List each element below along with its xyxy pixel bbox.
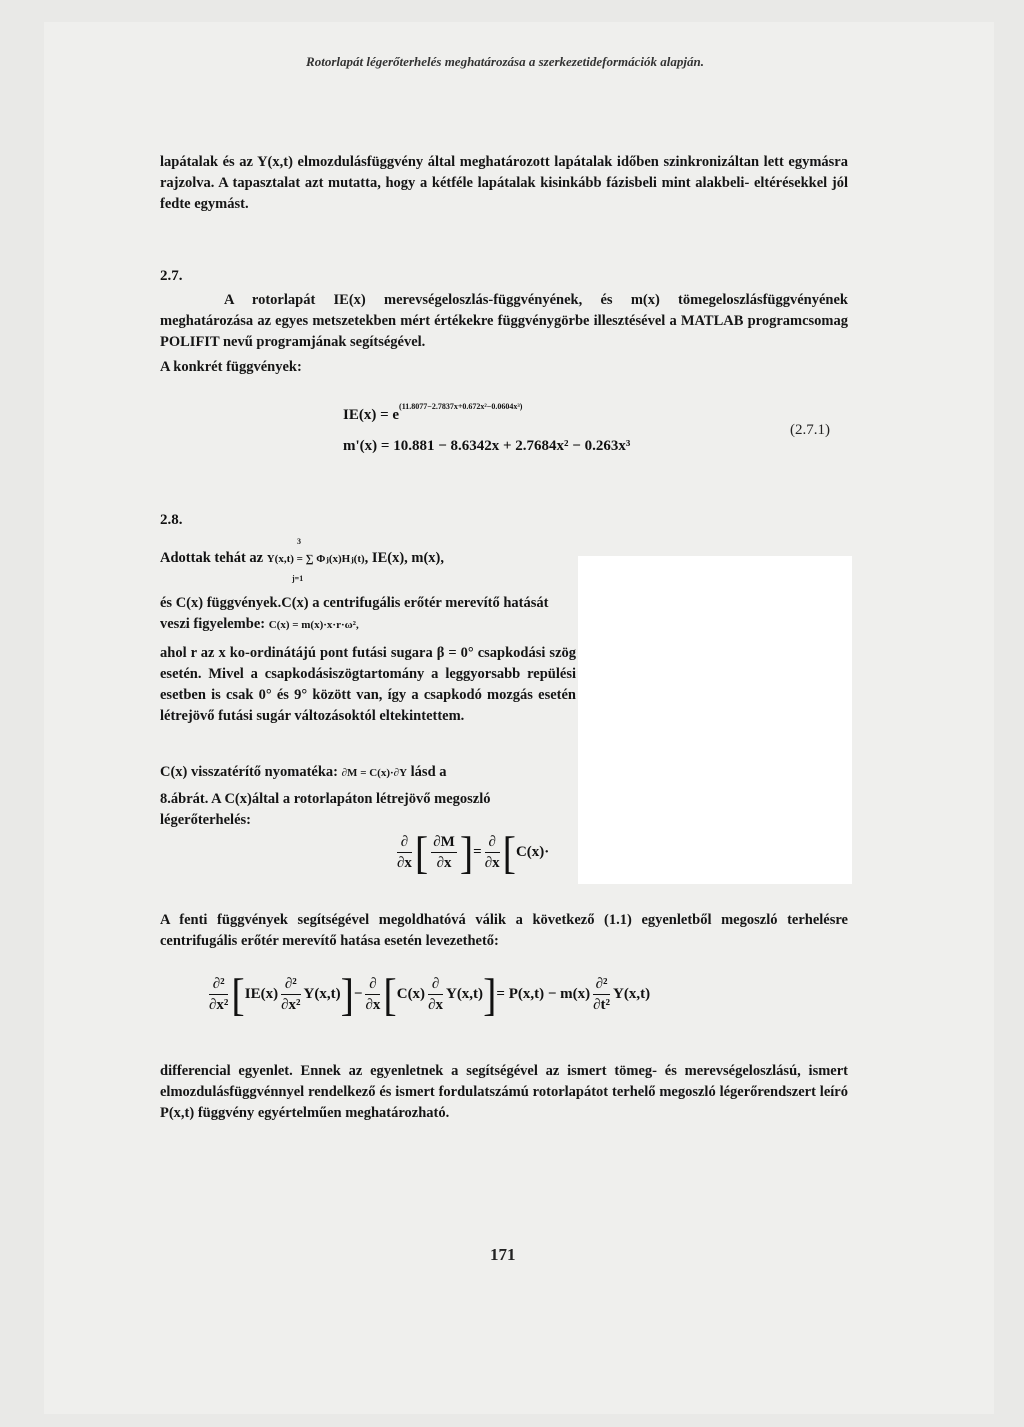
- line4-text: C(x) visszatérítő nyomatéka:: [160, 764, 338, 780]
- line1-start: Adottak tehát az: [160, 550, 264, 566]
- equation-ie: [343, 402, 522, 424]
- page-number: 171: [490, 1245, 516, 1264]
- closing-paragraph: differencial egyenlet. Ennek az egyenletnek a segítségével az ismert tömeg- és merevségeloszlású, ismert elmozdulásfüggvénnyel rendelkező és ismert fordulatszámú rotorlapátot terhelő megoszló légerőrendszert leíró P(x,t) függvény egyértelműen meghatározható.: [160, 1063, 848, 1121]
- sum-lower-limit: j=1: [292, 574, 304, 583]
- blank-region: [578, 556, 852, 884]
- section-2-8-line1: [160, 550, 444, 567]
- load-eq-fraction-3: $\frac{\partial}{\partial x}$: [484, 834, 500, 871]
- section-2-8-line4: [160, 762, 576, 784]
- intro-paragraph: lapátalak és az Y(x,t) elmozdulásfüggvény által meghatározott lapátalak időben szinkronizáltan lett egymásra rajzolva. A tapasztalat azt mutatta, hogy a kétféle lapátalak kisinkább fázisbeli mint alakbeli- eltérésekkel jól fedte egymást.: [160, 154, 848, 212]
- section-2-8-line2: [160, 593, 576, 636]
- section-2-8-number: 2.8.: [160, 512, 183, 528]
- section-2-8-line5: 8.ábrát. A C(x)által a rotorlapáton létrejövő megoszló légerőterhelés:: [160, 791, 491, 828]
- section-2-8-line3: ahol r az x ko-ordinátájú pont futási sugara β = 0° csapkodási szög esetén. Mivel a csapkodásiszögtartomány a leggyorsabb repülési esetben is csak 0° és 9° között van, így a csapkodó mozgás esetén létrejövő futási sugár változásoktól eltekintettem.: [160, 645, 576, 724]
- load-eq-fraction-1: $\frac{\partial}{\partial x}$: [397, 834, 412, 871]
- equation-mass: m'(x) = 10.881 − 8.6342x + 2.7684x² − 0.263x³: [343, 438, 631, 454]
- line4-end: lásd a: [410, 764, 447, 780]
- line1-formula: Y(x,t) = ∑ Φⱼ(x)Hⱼ(t): [266, 553, 365, 565]
- line1-end: , IE(x), m(x),: [364, 550, 445, 566]
- equation-ie-lhs: IE(x) = e: [343, 407, 400, 423]
- load-equation: $\frac{\partial}{\partial x}$ [ $\frac{\partial M}{\partial x}$ ]= $\frac{\partial}{\partial x}$ [C(x)·: [397, 826, 550, 878]
- line4-formula: ∂M = C(x)·∂Y: [341, 767, 408, 779]
- section-2-7-paragraph: A rotorlapát IE(x) merevségeloszlás-függvényének, és m(x) tömegeloszlásfüggvényének meghatározása az egyes metszetekben mért értékekre függvénygörbe illesztésével a MATLAB programcsomag POLIFIT nevű programjának segítségével.: [160, 292, 848, 350]
- sum-upper-limit: 3: [297, 537, 301, 546]
- functions-intro: A konkrét függvények:: [160, 359, 302, 375]
- section-2-7-number: 2.7.: [160, 268, 183, 284]
- after-paragraph: A fenti függvények segítségével megoldhatóvá válik a következő (1.1) egyenletből megoszló terhelésre centrifugális erőtér merevítő hatása esetén levezethető:: [160, 912, 848, 949]
- equation-ie-exponent: (11.8077−2.7837x+0.672x²−0.0604x³): [399, 402, 523, 411]
- equation-number: (2.7.1): [790, 422, 830, 438]
- main-differential-equation: $\frac{\text{∂²}}{\text{∂x²}}$ [IE(x) $\frac{\text{∂²}}{\text{∂x²}}$ Y(x,t)]− $\frac{\partial}{\partial x}$ [C(x) $\frac{\partial}{\partial x}$ Y(x,t)]= P(x,t) − m(x) $\frac{\text{∂²}}{\text{∂t²}}$ Y(x,t): [209, 968, 651, 1020]
- load-eq-fraction-2: $\frac{\partial M}{\partial x}$: [433, 834, 455, 871]
- running-header: Rotorlapát légerőterhelés meghatározása a szerkezetideformációk alapján.: [306, 54, 704, 69]
- line2-text: és C(x) függvények.C(x) a centrifugális erőtér merevítő hatását veszi figyelembe:: [160, 595, 549, 632]
- line2-formula: C(x) = m(x)·x·r·ω²,: [268, 619, 359, 631]
